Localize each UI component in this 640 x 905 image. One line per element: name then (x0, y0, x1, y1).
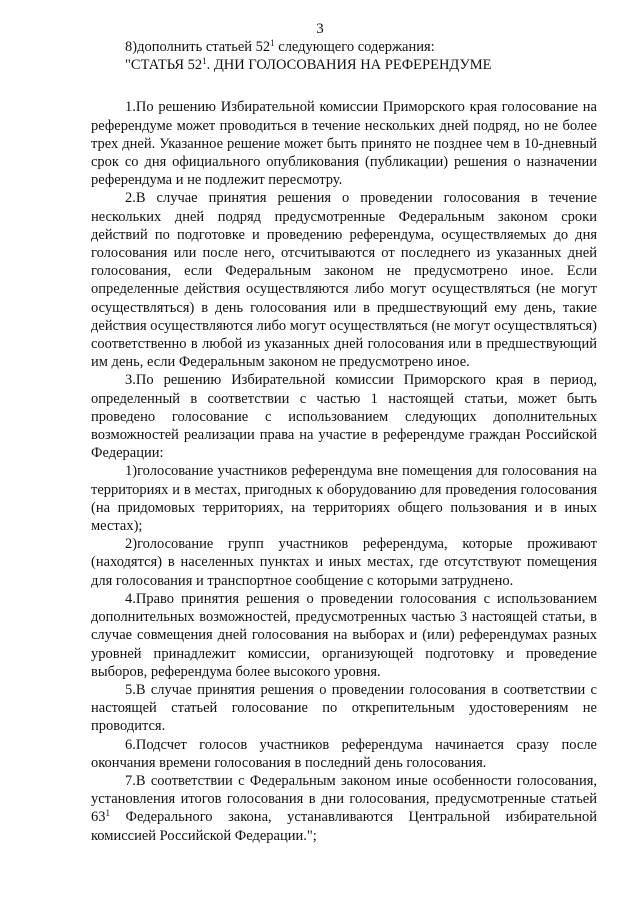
paragraph-6: 6.Подсчет голосов участников референдума начинается сразу после окончания времени голосования в последний день голосования. (91, 736, 597, 771)
paragraph-3-item-1: 1)голосование участников референдума вне помещения для голосования на территориях и в местах, пригодных к оборудованию для проведения голосования (на придомовых территориях, на территориях общего пользования и в иных местах); (91, 463, 597, 535)
spacer (91, 74, 597, 98)
article-heading (125, 56, 597, 74)
paragraph-2: 2.В случае принятия решения о проведении голосования в течение нескольких дней подряд предусмотренные Федеральным законом сроки действий по подготовке и проведению референдума, осуществляемых до дня голосования или после него, отсчитываются от последнего из указанных дней голосования, если Федеральным законом не предусмотрено иное. Если определенные действия осуществляются либо могут осуществляться (не могут осуществляться) в день голосования или в предшествующий ему день, такие действия осуществляются либо могут осуществляться (не могут осуществляться) соответственно в любой из указанных дней голосования или в предшествующий им день, если Федеральным законом не предусмотрено иное. (91, 190, 597, 371)
paragraph-5: 5.В случае принятия решения о проведении голосования в соответствии с настоящей статьей голосование по открепительным удостоверениям не проводится. (91, 681, 597, 735)
paragraph-4: 4.Право принятия решения о проведении голосования с использованием дополнительных возможностей, предусмотренных частью 3 настоящей статьи, в случае совмещения дней голосования на выборах и (или) референдумах разных уровней принадлежит комиссии, организующей подготовку и проведение выборов, референдума более высокого уровня. (91, 590, 597, 680)
paragraph-7-superscript: 1 (105, 808, 110, 819)
paragraph-7-text: 7.В соответствии с Федеральным законом иные особенности голосования, установления итогов голосования в дни голосования, предусмотренные статьей 63 (91, 772, 597, 826)
paragraph-7 (91, 772, 597, 845)
amendment-intro (125, 38, 597, 56)
paragraph-3: 3.По решению Избирательной комиссии Приморского края в период, определенный в соответствии с частью 1 настоящей статьи, может быть проведено голосование с использованием следующих дополнительных возможностей реализации права на участие в референдуме граждан Российской Федерации: (91, 372, 597, 462)
article-heading-text: "СТАТЬЯ 52 (125, 57, 203, 74)
document-body (91, 38, 597, 845)
page-number: 3 (316, 21, 324, 37)
amendment-intro-tail: следующего содержания: (274, 39, 435, 55)
amendment-intro-text: 8)дополнить статьей 52 (125, 39, 271, 55)
paragraph-3-item-2: 2)голосование групп участников референдума, которые проживают (находятся) в населенных пунктах и иных местах, где отсутствуют помещения для голосования и транспортное сообщение с которыми затруднено. (91, 536, 597, 589)
paragraph-7-tail: Федерального закона, устанавливаются Центральной избирательной комиссией Российской Федерации."; (91, 809, 597, 844)
article-heading-superscript: 1 (202, 56, 207, 67)
article-superscript: 1 (270, 38, 275, 48)
article-heading-title: . ДНИ ГОЛОСОВАНИЯ НА РЕФЕРЕНДУМЕ (206, 57, 492, 74)
paragraph-1: 1.По решению Избирательной комиссии Приморского края голосование на референдуме может проводиться в течение нескольких дней подряд, но не более трех дней. Указанное решение может быть принято не позднее чем в 10-дневный срок со дня официального опубликования (публикации) решения о назначении референдума и не подлежит пересмотру. (91, 99, 597, 189)
